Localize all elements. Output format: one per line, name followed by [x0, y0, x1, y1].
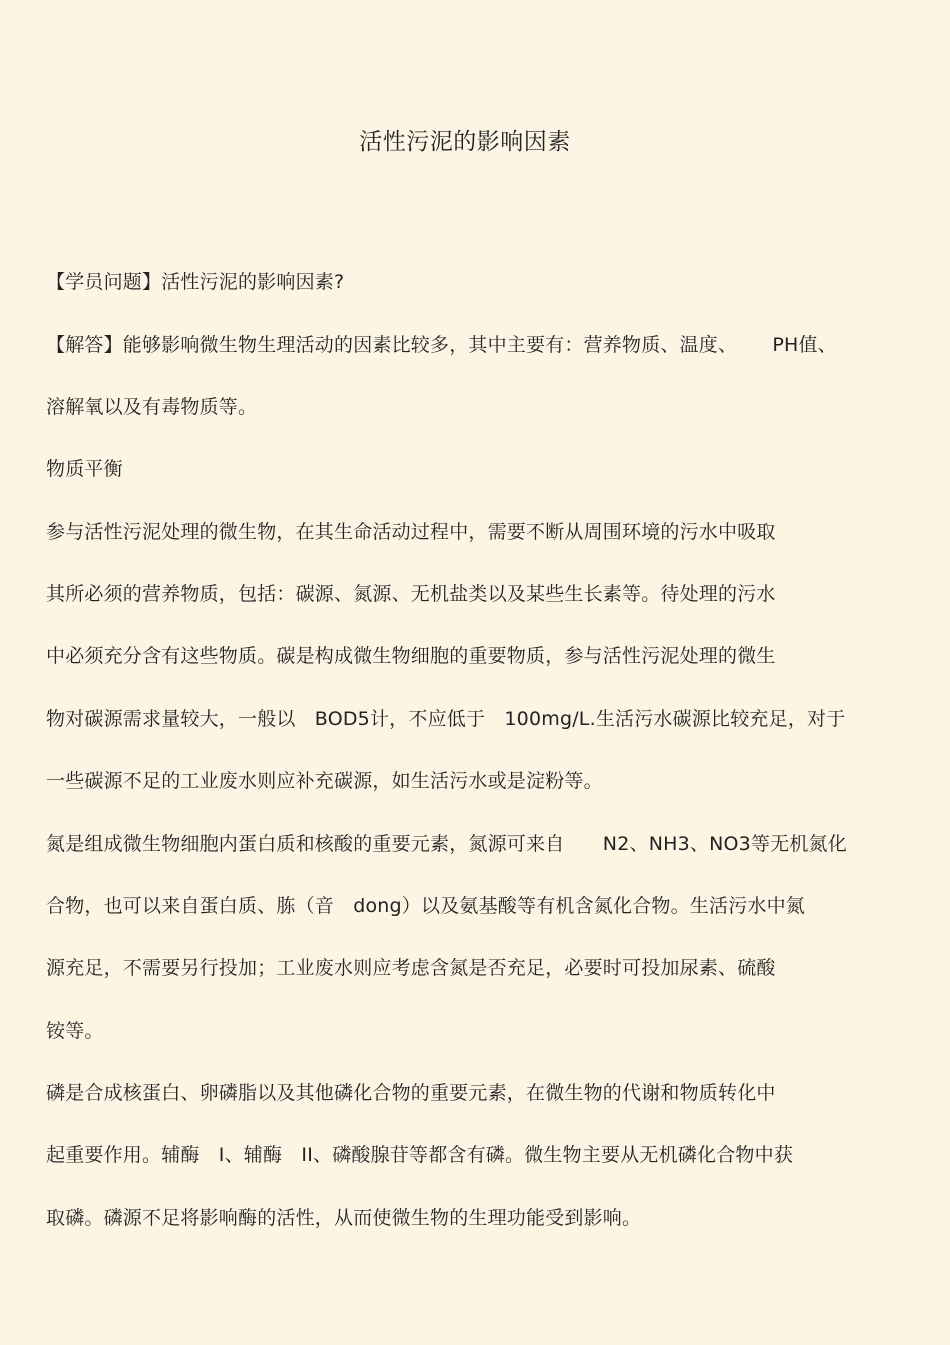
question-line: 【学员问题】活性污泥的影响因素?: [46, 271, 345, 293]
paragraph-line: 源充足，不需要另行投加；工业废水则应考虑含氮是否充足，必要时可投加尿素、硫酸: [46, 957, 776, 979]
paragraph-line: 磷是合成核蛋白、卵磷脂以及其他磷化合物的重要元素，在微生物的代谢和物质转化中: [46, 1082, 776, 1104]
paragraph-line: 溶解氧以及有毒物质等。: [46, 396, 258, 418]
paragraph-line: 氮是组成微生物细胞内蛋白质和核酸的重要元素，氮源可来自 N2、NH3、NO3等无机氮化: [46, 833, 847, 855]
section-heading: 物质平衡: [46, 458, 123, 480]
document-title: 活性污泥的影响因素: [359, 129, 571, 155]
paragraph-line: 其所必须的营养物质，包括：碳源、氮源、无机盐类以及某些生长素等。待处理的污水: [46, 583, 776, 605]
paragraph-line: 物对碳源需求量较大，一般以 BOD5计，不应低于 100mg/L.生活污水碳源比较充足，对于: [46, 708, 846, 730]
answer-line: 【解答】能够影响微生物生理活动的因素比较多，其中主要有：营养物质、温度、 PH值、: [46, 334, 837, 356]
paragraph-line: 合物，也可以来自蛋白质、胨（音 dong）以及氨基酸等有机含氮化合物。生活污水中氮: [46, 895, 805, 917]
paragraph-line: 取磷。磷源不足将影响酶的活性，从而使微生物的生理功能受到影响。: [46, 1207, 642, 1229]
paragraph-line: 一些碳源不足的工业废水则应补充碳源，如生活污水或是淀粉等。: [46, 770, 603, 792]
paragraph-line: 中必须充分含有这些物质。碳是构成微生物细胞的重要物质，参与活性污泥处理的微生: [46, 645, 776, 667]
paragraph-line: 铵等。: [46, 1020, 104, 1042]
paragraph-line: 参与活性污泥处理的微生物，在其生命活动过程中，需要不断从周围环境的污水中吸取: [46, 521, 776, 543]
paragraph-line: 起重要作用。辅酶 I、辅酶 II、磷酸腺苷等都含有磷。微生物主要从无机磷化合物中获: [46, 1144, 794, 1166]
